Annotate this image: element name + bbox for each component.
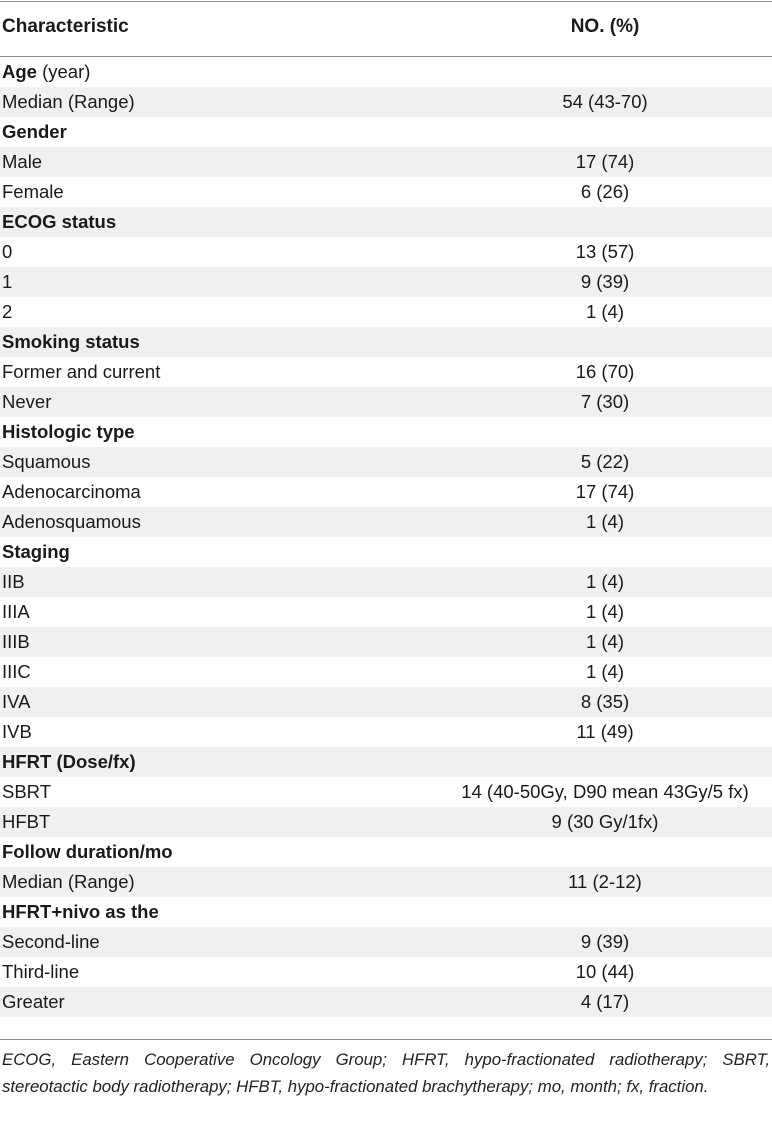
row-label: [2, 447, 90, 477]
row-value: 17 (74): [575, 481, 635, 502]
row-label: [2, 297, 12, 327]
row-label: [2, 387, 51, 417]
row-value: 1 (4): [585, 301, 625, 322]
label-text: Adenosquamous: [2, 511, 141, 532]
row-value: 11 (2-12): [568, 871, 642, 892]
table-row: [0, 147, 772, 177]
label-text: IIIC: [2, 661, 31, 682]
row-value: 14 (40-50Gy, D90 mean 43Gy/5 fx): [461, 781, 749, 802]
row-label: [2, 267, 12, 297]
table-group-row: [0, 417, 772, 447]
label-text: HFRT (Dose/fx): [2, 751, 136, 772]
table-row: [0, 927, 772, 957]
row-value: 9 (30 Gy/1fx): [551, 811, 659, 832]
table-row: [0, 267, 772, 297]
label-text: 0: [2, 241, 13, 262]
row-label: [2, 477, 141, 507]
row-label: [2, 597, 30, 627]
label-text: Histologic type: [2, 421, 135, 442]
group-label: [2, 327, 140, 357]
label-text: Staging: [2, 541, 70, 562]
table-row: [0, 447, 772, 477]
row-value: 54 (43-70): [562, 91, 648, 112]
header-characteristic: Characteristic: [2, 16, 129, 37]
label-text: IIIA: [2, 601, 30, 622]
table-row: [0, 987, 772, 1017]
row-label: [2, 867, 135, 897]
row-label: [2, 357, 160, 387]
row-value: 10 (44): [575, 961, 635, 982]
label-text: IVA: [2, 691, 31, 712]
label-text: Adenocarcinoma: [2, 481, 141, 502]
table-row: [0, 507, 772, 537]
row-value: 13 (57): [575, 241, 635, 262]
label-text: HFRT+nivo as the: [2, 901, 159, 922]
group-label: [2, 747, 136, 777]
table-header: [0, 0, 772, 56]
row-value: 17 (74): [575, 151, 635, 172]
row-label: [2, 927, 100, 957]
row-label: [2, 177, 64, 207]
label-text: IVB: [2, 721, 32, 742]
table-row: [0, 297, 772, 327]
label-text: Median (Range): [2, 871, 135, 892]
row-label: [2, 777, 51, 807]
table-group-row: [0, 327, 772, 357]
label-text: Age: [2, 61, 37, 82]
label-text: Third-line: [2, 961, 80, 982]
row-label: [2, 237, 12, 267]
table-row: [0, 687, 772, 717]
row-label: [2, 687, 30, 717]
row-value: 1 (4): [585, 511, 625, 532]
label-text: Male: [2, 151, 43, 172]
row-label: [2, 567, 25, 597]
row-value: 8 (35): [580, 691, 630, 712]
table-group-row: [0, 117, 772, 147]
group-label: [2, 417, 135, 447]
top-rule: [0, 1, 772, 2]
label-unit: (year): [42, 61, 91, 82]
table-row: [0, 477, 772, 507]
row-label: [2, 627, 30, 657]
row-label: [2, 147, 42, 177]
label-text: Greater: [2, 991, 65, 1012]
table-row: [0, 957, 772, 987]
group-label: [2, 117, 67, 147]
bottom-rule: [0, 1039, 772, 1040]
table-row: [0, 357, 772, 387]
table-row: [0, 777, 772, 807]
label-text: 2: [2, 301, 13, 322]
row-value: 1 (4): [585, 631, 625, 652]
row-label: [2, 657, 31, 687]
group-label: [2, 897, 159, 927]
row-label: [2, 987, 65, 1017]
label-text: Female: [2, 181, 64, 202]
table-row: [0, 87, 772, 117]
table-row: [0, 807, 772, 837]
table-row: [0, 567, 772, 597]
row-label: [2, 957, 79, 987]
label-text: Median (Range): [2, 91, 135, 112]
group-label: [2, 537, 70, 567]
table-row: [0, 627, 772, 657]
label-text: Gender: [2, 121, 67, 142]
group-label: [2, 207, 116, 237]
row-value: 5 (22): [580, 451, 630, 472]
row-value: 6 (26): [580, 181, 630, 202]
table-row: [0, 237, 772, 267]
row-value: 9 (39): [580, 271, 630, 292]
table-group-row: [0, 747, 772, 777]
label-text: Never: [2, 391, 52, 412]
table-group-row: [0, 537, 772, 567]
row-label: [2, 807, 50, 837]
label-text: Second-line: [2, 931, 100, 952]
table-group-row: [0, 897, 772, 927]
table-footnote: ECOG, Eastern Cooperative Oncology Group; HFRT, hypo-fractionated radiotherapy; SBRT, stereotactic body radiotherapy; HFBT, hypo-fractionated brachytherapy; mo, month; fx, fraction.: [2, 1050, 770, 1096]
row-value: 1 (4): [585, 571, 625, 592]
table-row: [0, 717, 772, 747]
label-text: Smoking status: [2, 331, 140, 352]
label-text: IIB: [2, 571, 25, 592]
table-group-row: [0, 57, 772, 87]
header-value: NO. (%): [570, 16, 640, 37]
row-value: 1 (4): [585, 601, 625, 622]
label-text: HFBT: [2, 811, 51, 832]
label-text: SBRT: [2, 781, 52, 802]
label-text: 1: [2, 271, 13, 292]
table-row: [0, 867, 772, 897]
label-text: ECOG status: [2, 211, 117, 232]
row-value: 1 (4): [585, 661, 625, 682]
row-value: 11 (49): [576, 721, 634, 742]
table-row: [0, 657, 772, 687]
label-text: Follow duration/mo: [2, 841, 173, 862]
label-text: Squamous: [2, 451, 91, 472]
row-label: [2, 507, 141, 537]
table-row: [0, 597, 772, 627]
row-value: 9 (39): [580, 931, 630, 952]
row-value: 4 (17): [580, 991, 630, 1012]
table-row: [0, 387, 772, 417]
group-label: [2, 57, 90, 87]
row-value: 16 (70): [575, 361, 635, 382]
row-label: [2, 87, 135, 117]
label-text: IIIB: [2, 631, 30, 652]
label-text: Former and current: [2, 361, 161, 382]
row-label: [2, 717, 32, 747]
table-group-row: [0, 207, 772, 237]
table-row: [0, 177, 772, 207]
table-group-row: [0, 837, 772, 867]
row-value: 7 (30): [580, 391, 630, 412]
group-label: [2, 837, 173, 867]
